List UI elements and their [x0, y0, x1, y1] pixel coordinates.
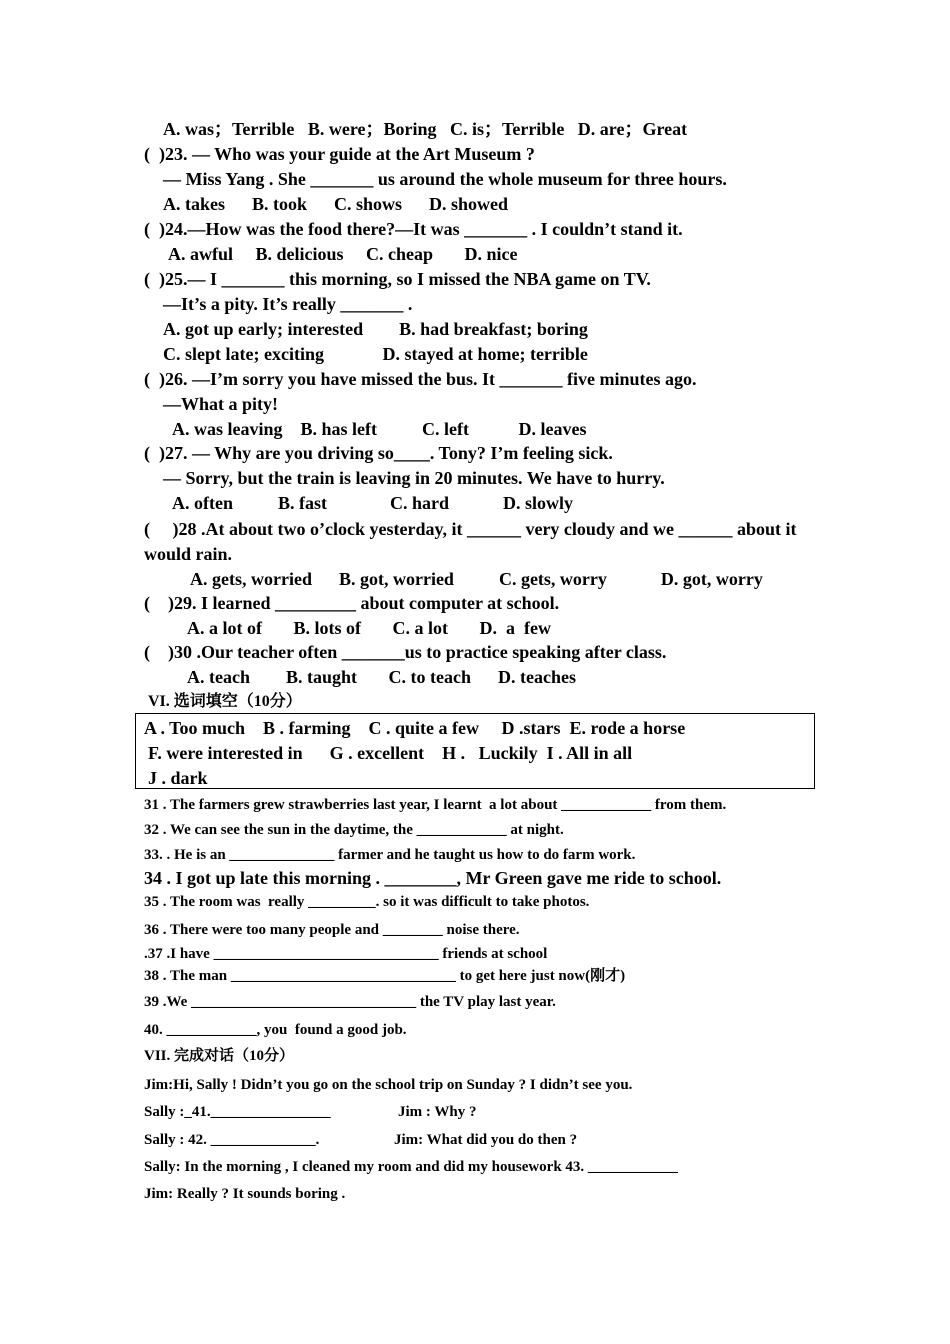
q38: 38 . The man ______________________________ to get here just now(刚才): [144, 968, 626, 984]
q36: 36 . There were too many people and ________ noise there.: [144, 922, 520, 938]
dialogue-jim-3: Jim: What did you do then ?: [394, 1132, 578, 1148]
q23-question: ( )23. — Who was your guide at the Art Museum ?: [144, 144, 535, 164]
word-bank-row-2: F. were interested in G . excellent H . Luckily I . All in all: [148, 743, 633, 763]
q29-options: A. a lot of B. lots of C. a lot D. a few: [187, 618, 551, 638]
q25-question: ( )25.— I _______ this morning, so I missed the NBA game on TV.: [144, 269, 651, 289]
q30-question: ( )30 .Our teacher often _______us to practice speaking after class.: [144, 642, 667, 662]
q34: 34 . I got up late this morning . ________, Mr Green gave me ride to school.: [144, 868, 722, 888]
q24-options: A. awful B. delicious C. cheap D. nice: [168, 244, 518, 264]
section-vii-heading: VII. 完成对话（10分）: [144, 1048, 295, 1064]
q27-options: A. often B. fast C. hard D. slowly: [172, 493, 574, 513]
q35: 35 . The room was really _________. so it was difficult to take photos.: [144, 894, 590, 910]
dialogue-sally-42: Sally : 42. ______________.: [144, 1132, 320, 1148]
q22-options: A. was；Terrible B. were；Boring C. is；Terrible D. are；Great: [163, 119, 688, 139]
q37: .37 .I have ______________________________ friends at school: [144, 946, 548, 962]
q25-options-ab: A. got up early; interested B. had breakfast; boring: [163, 319, 588, 339]
word-bank-row-3: J . dark: [148, 768, 208, 788]
section-vi-heading: VI. 选词填空（10分）: [148, 693, 302, 710]
dialogue-jim-1: Jim:Hi, Sally ! Didn’t you go on the school trip on Sunday ? I didn’t see you.: [144, 1077, 633, 1093]
q29-question: ( )29. I learned _________ about computer at school.: [144, 593, 560, 613]
q33: 33. . He is an ______________ farmer and he taught us how to do farm work.: [144, 847, 636, 863]
dialogue-jim-4: Jim: Really ? It sounds boring .: [144, 1186, 346, 1202]
dialogue-jim-2: Jim : Why ?: [398, 1104, 477, 1120]
q28-question: ( )28 .At about two o’clock yesterday, it ______ very cloudy and we ______ about it: [144, 519, 797, 539]
q23-dialogue: — Miss Yang . She _______ us around the whole museum for three hours.: [163, 169, 727, 189]
q30-options: A. teach B. taught C. to teach D. teaches: [187, 667, 576, 687]
dialogue-sally-43: Sally: In the morning , I cleaned my room and did my housework 43. ____________: [144, 1159, 678, 1175]
q32: 32 . We can see the sun in the daytime, the ____________ at night.: [144, 822, 564, 838]
q27-dialogue: — Sorry, but the train is leaving in 20 minutes. We have to hurry.: [163, 468, 665, 488]
q39: 39 .We ______________________________ the TV play last year.: [144, 994, 556, 1010]
q31: 31 . The farmers grew strawberries last year, I learnt a lot about ____________ from them.: [144, 797, 727, 813]
dialogue-sally-41: Sally :_41.________________: [144, 1104, 331, 1120]
q28-question-cont: would rain.: [144, 544, 233, 564]
q25-dialogue: —It’s a pity. It’s really _______ .: [163, 294, 413, 314]
q26-dialogue: —What a pity!: [163, 394, 279, 414]
q40: 40. ____________, you found a good job.: [144, 1022, 407, 1038]
q28-options: A. gets, worried B. got, worried C. gets, worry D. got, worry: [190, 569, 763, 589]
word-bank-row-1: A . Too much B . farming C . quite a few D .stars E. rode a horse: [144, 718, 686, 738]
q25-options-cd: C. slept late; exciting D. stayed at home; terrible: [163, 344, 588, 364]
q26-options: A. was leaving B. has left C. left D. leaves: [172, 419, 587, 439]
q27-question: ( )27. — Why are you driving so____. Tony? I’m feeling sick.: [144, 443, 613, 463]
q26-question: ( )26. —I’m sorry you have missed the bus. It _______ five minutes ago.: [144, 369, 697, 389]
q24-question: ( )24.—How was the food there?—It was _______ . I couldn’t stand it.: [144, 219, 683, 239]
q23-options: A. takes B. took C. shows D. showed: [163, 194, 509, 214]
